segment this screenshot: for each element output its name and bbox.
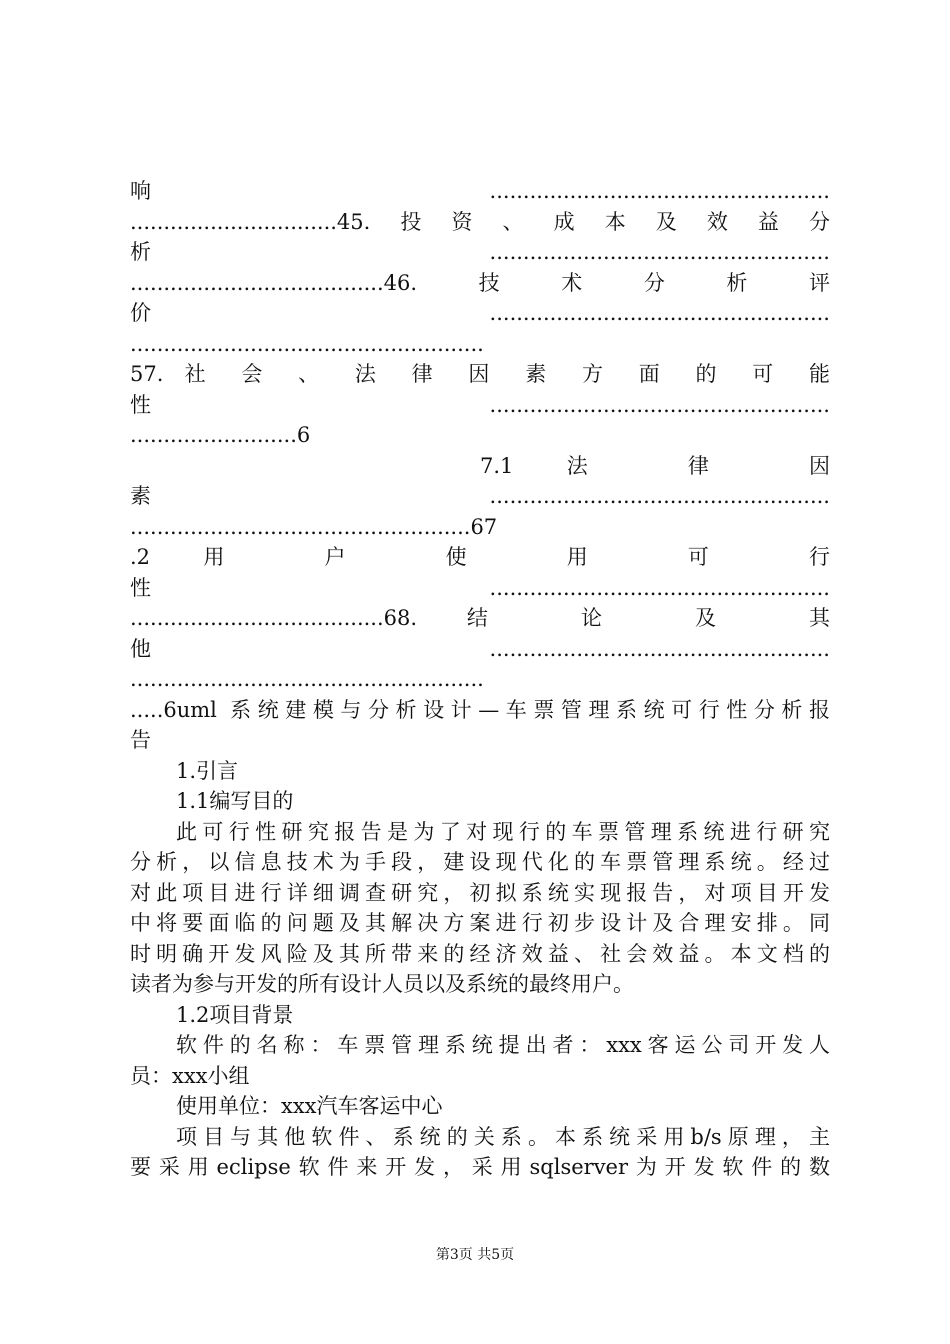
toc-line: .........................6 (130, 423, 311, 447)
toc-line: ..................................................... (130, 331, 484, 356)
toc-line: .....6uml 系统建模与分析设计—车票管理系统可行性分析报 (130, 697, 830, 722)
paragraph-line: 对此项目进行详细调查研究，初拟系统实现报告，对项目开发 (130, 880, 830, 905)
toc-line: ......................................68. 结 论 及 其 (130, 606, 830, 630)
toc-line: ..................................................... (130, 667, 484, 691)
paragraph-line: 软件的名称：车票管理系统提出者：xxx客运公司开发人 (176, 1033, 830, 1057)
toc-line: 7.1 法 律 因 (480, 453, 830, 478)
paragraph-line: 此可行性研究报告是为了对现行的车票管理系统进行研究 (176, 819, 830, 844)
section-heading: 1.引言 (176, 758, 239, 783)
paragraph-line: 中将要面临的问题及其解决方案进行初步设计及合理安排。同 (130, 911, 830, 935)
toc-line: ...................................................67 (130, 514, 498, 539)
toc-line: 他................................................... (130, 636, 830, 661)
paragraph-line: 读者为参与开发的所有设计人员以及系统的最终用户。 (130, 972, 634, 996)
toc-line: 性................................................... (130, 575, 830, 600)
toc-line: ...............................45.投资、成本及效益分 (130, 209, 830, 234)
section-heading: 1.1编写目的 (176, 789, 294, 813)
toc-line: 性................................................... (130, 392, 830, 417)
paragraph-line: 要采用eclipse软件来开发，采用sqlserver为开发软件的数 (130, 1155, 830, 1179)
toc-line: 析................................................... (130, 240, 830, 264)
section-heading: 1.2项目背景 (176, 1002, 294, 1027)
paragraph-line: 员：xxx小组 (130, 1063, 250, 1088)
toc-line: 57. 社 会 、 法 律 因 素 方 面 的 可 能 (130, 362, 830, 386)
document-page (130, 176, 830, 1183)
toc-line: 价................................................... (130, 301, 830, 325)
paragraph-line: 分析，以信息技术为手段，建设现代化的车票管理系统。经过 (130, 850, 830, 874)
toc-line: 告 (130, 728, 151, 752)
toc-line: 响................................................... (130, 179, 830, 203)
toc-line: .2 用 户 使 用 可 行 (130, 545, 830, 569)
paragraph-line: 时明确开发风险及其所带来的经济效益、社会效益。本文档的 (130, 941, 830, 966)
paragraph-line: 使用单位：xxx汽车客运中心 (176, 1094, 443, 1118)
toc-line: 素................................................... (130, 484, 830, 508)
page-footer: 第3页 共5页 (435, 1247, 515, 1263)
toc-line: ......................................46.技术分析评 (130, 270, 830, 295)
paragraph-line: 项目与其他软件、系统的关系。本系统采用b/s原理，主 (176, 1124, 830, 1149)
